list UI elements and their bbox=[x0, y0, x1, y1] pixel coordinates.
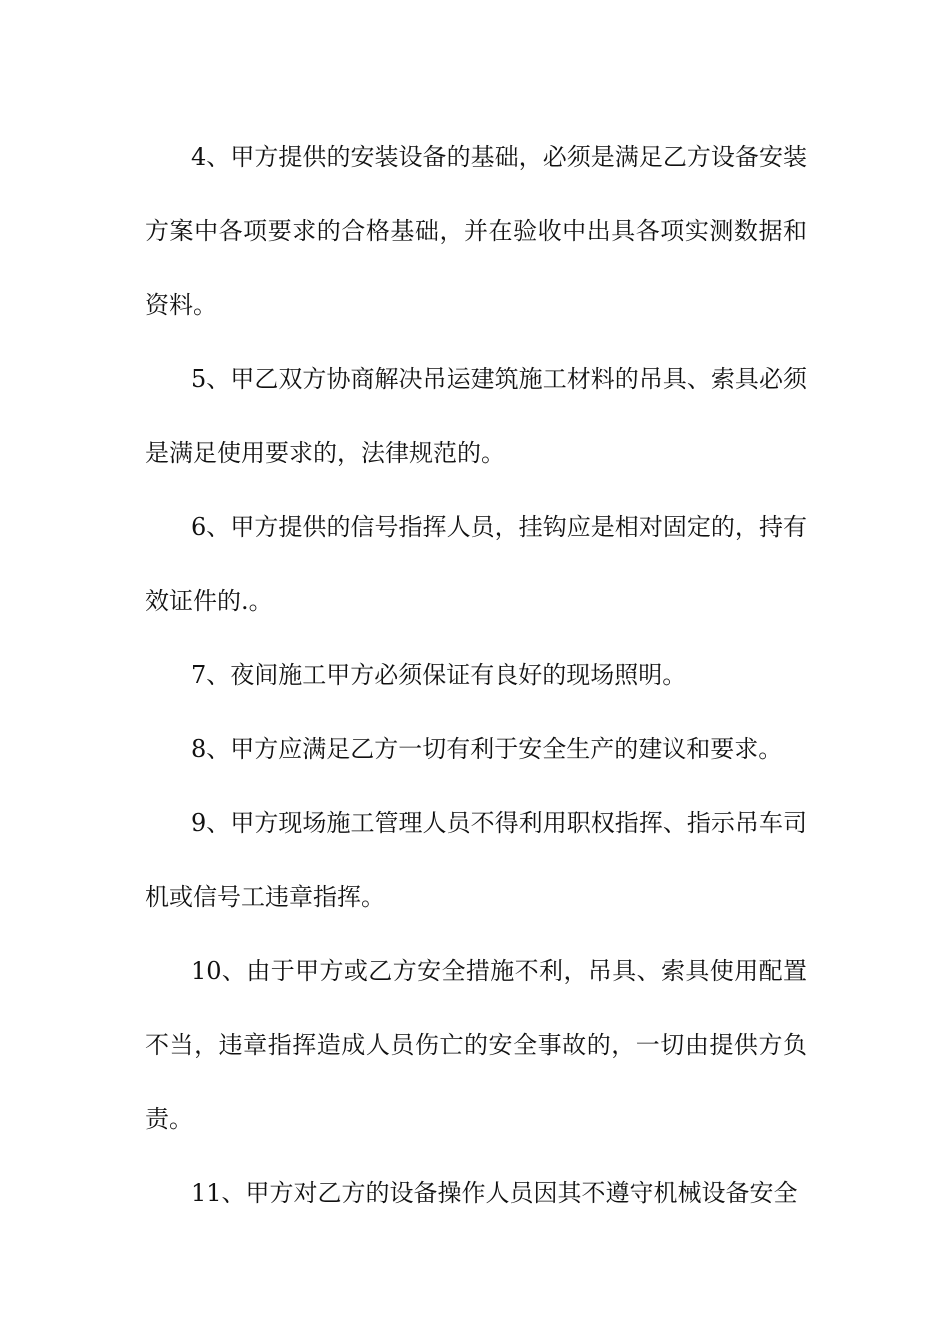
paragraph-item-4-line-3: 资料。 bbox=[145, 291, 217, 319]
paragraph-item-10-line-2: 不当，违章指挥造成人员伤亡的安全事故的，一切由提供方负 bbox=[145, 1031, 807, 1059]
document-body bbox=[145, 120, 807, 1230]
paragraph-item-5-line-1: 5、甲乙双方协商解决吊运建筑施工材料的吊具、索具必须 bbox=[191, 365, 807, 393]
paragraph-item-10-line-3: 责。 bbox=[145, 1105, 193, 1133]
paragraph-item-9-line-1: 9、甲方现场施工管理人员不得利用职权指挥、指示吊车司 bbox=[191, 809, 807, 837]
paragraph-item-7-line-1: 7、夜间施工甲方必须保证有良好的现场照明。 bbox=[191, 661, 687, 689]
paragraph-item-4-line-1: 4、甲方提供的安装设备的基础，必须是满足乙方设备安装 bbox=[191, 143, 807, 171]
paragraph-item-6-line-1: 6、甲方提供的信号指挥人员，挂钩应是相对固定的，持有 bbox=[191, 513, 807, 541]
paragraph-item-5-line-2: 是满足使用要求的，法律规范的。 bbox=[145, 439, 505, 467]
paragraph-item-10-line-1: 10、由于甲方或乙方安全措施不利，吊具、索具使用配置 bbox=[191, 957, 807, 985]
paragraph-item-6-line-2: 效证件的.。 bbox=[145, 587, 273, 615]
paragraph-item-9-line-2: 机或信号工违章指挥。 bbox=[145, 883, 385, 911]
paragraph-item-8-line-1: 8、甲方应满足乙方一切有利于安全生产的建议和要求。 bbox=[191, 735, 783, 763]
paragraph-item-4-line-2: 方案中各项要求的合格基础，并在验收中出具各项实测数据和 bbox=[145, 217, 807, 245]
paragraph-item-11-line-1: 11、甲方对乙方的设备操作人员因其不遵守机械设备安全 bbox=[191, 1179, 798, 1207]
